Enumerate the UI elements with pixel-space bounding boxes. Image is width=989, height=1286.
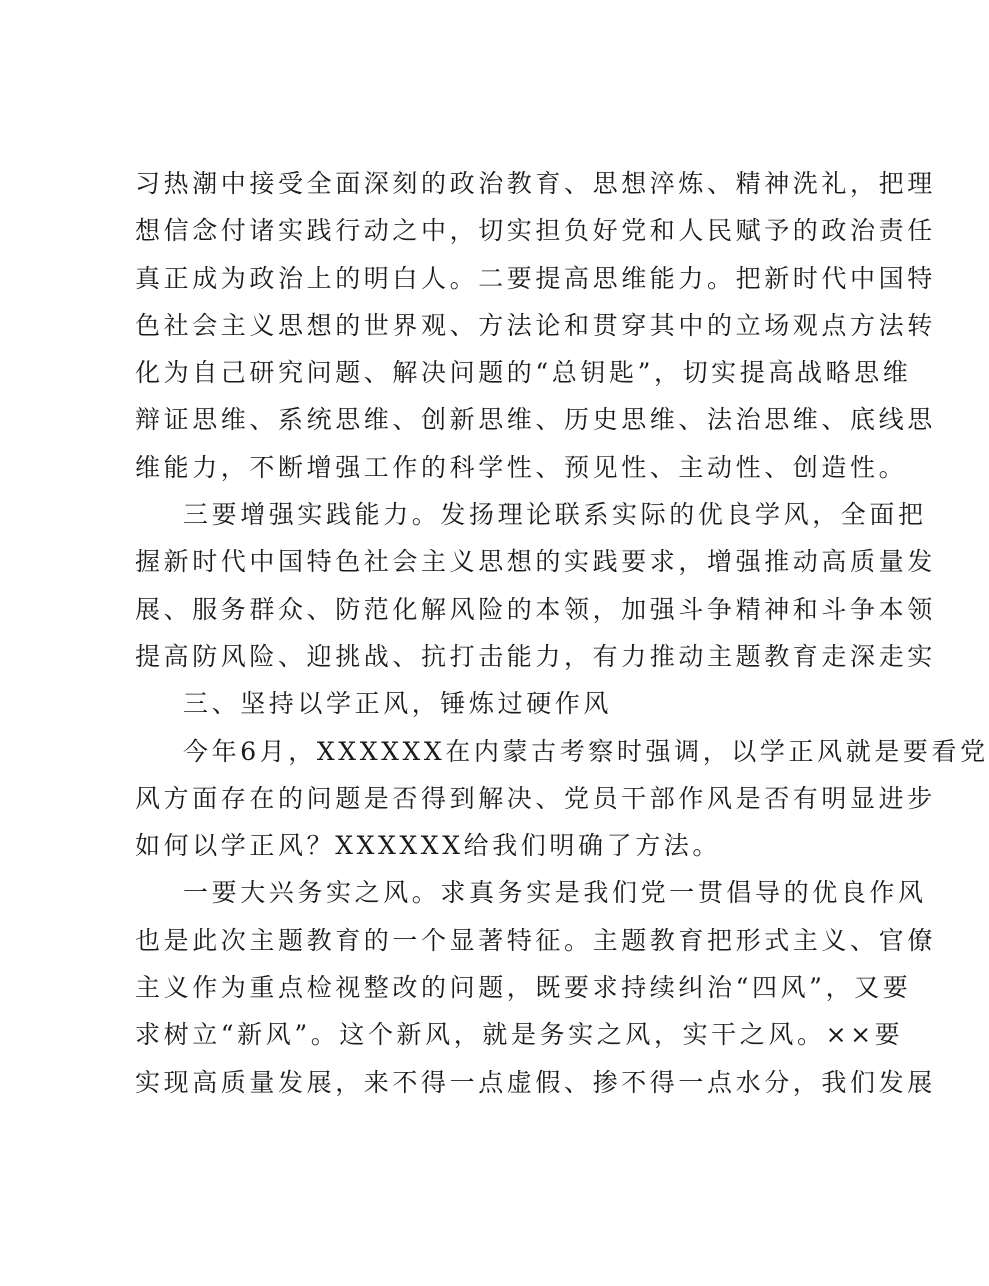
text-line: 色社会主义思想的世界观、方法论和贯穿其中的立场观点方法转 [135, 310, 936, 340]
text-line: 想信念付诸实践行动之中，切实担负好党和人民赋予的政治责任 [135, 216, 936, 246]
text-line: 如何以学正风？XXXXXX给我们明确了方法。 [135, 831, 721, 861]
text-line: 真正成为政治上的明白人。二要提高思维能力。把新时代中国特 [135, 263, 936, 293]
document-body [135, 160, 989, 1106]
text-line: 风方面存在的问题是否得到解决、党员干部作风是否有明显进步 [135, 783, 936, 813]
paragraph-start-line: 今年6月，XXXXXX在内蒙古考察时强调，以学正风就是要看党 [183, 736, 989, 766]
text-line: 求树立“新风”。这个新风，就是务实之风，实干之风。××要 [135, 1020, 904, 1050]
text-line: 辩证思维、系统思维、创新思维、历史思维、法治思维、底线思 [135, 405, 936, 435]
paragraph-start-line: 一要大兴务实之风。求真务实是我们党一贯倡导的优良作风 [183, 878, 927, 908]
text-line: 主义作为重点检视整改的问题，既要求持续纠治“四风”，又要 [135, 973, 912, 1003]
paragraph-start-line: 三要增强实践能力。发扬理论联系实际的优良学风，全面把 [183, 500, 927, 530]
text-line: 化为自己研究问题、解决问题的“总钥匙”，切实提高战略思维 [135, 358, 912, 388]
text-line: 提高防风险、迎挑战、抗打击能力，有力推动主题教育走深走实 [135, 641, 936, 671]
text-line: 展、服务群众、防范化解风险的本领，加强斗争精神和斗争本领 [135, 594, 936, 624]
text-line: 也是此次主题教育的一个显著特征。主题教育把形式主义、官僚 [135, 925, 936, 955]
text-line: 实现高质量发展，来不得一点虚假、掺不得一点水分，我们发展 [135, 1067, 936, 1097]
section-heading: 三、坚持以学正风，锤炼过硬作风 [183, 689, 613, 719]
text-line: 习热潮中接受全面深刻的政治教育、思想淬炼、精神洗礼，把理 [135, 169, 936, 198]
text-line: 维能力，不断增强工作的科学性、预见性、主动性、创造性。 [135, 452, 908, 482]
text-line: 握新时代中国特色社会主义思想的实践要求，增强推动高质量发 [135, 547, 936, 577]
